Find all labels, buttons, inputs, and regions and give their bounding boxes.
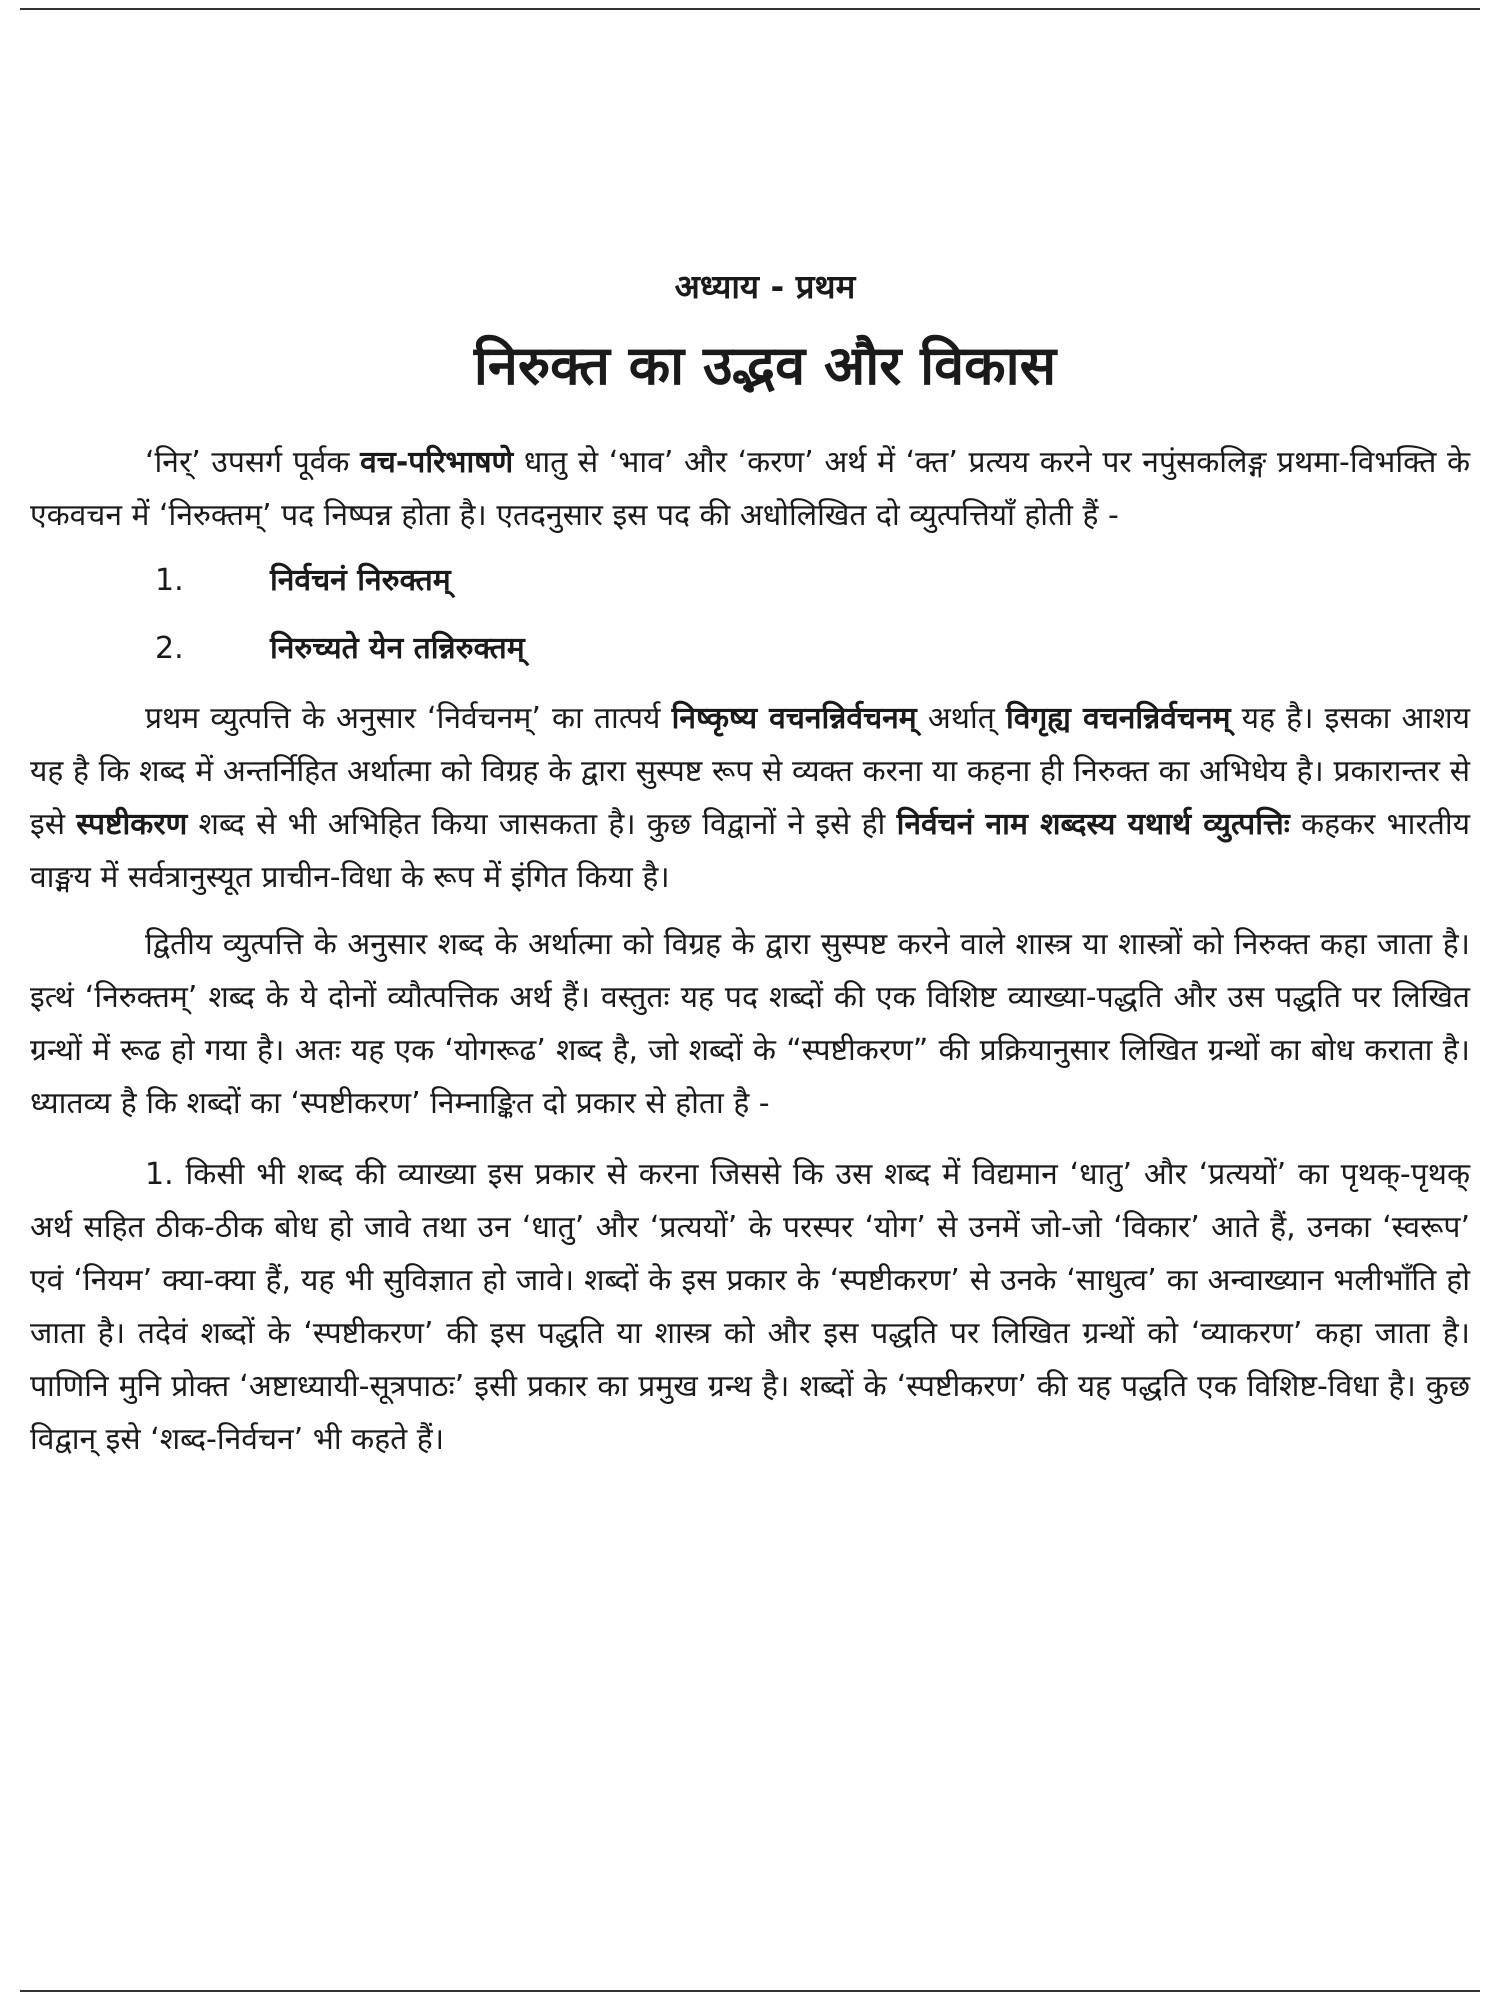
p2-bold-1: निष्कृष्य वचनन्निर्वचनम्: [671, 701, 917, 736]
p2-text-1: प्रथम व्युत्पत्ति के अनुसार ‘निर्वचनम्’ का तात्पर्य: [145, 701, 672, 736]
p2-text-3: यह है। इसका आशय यह है कि शब्द में अन्तर्निहित अर्थात्मा को विग्रह के द्वारा सुस्पष्ट रूप से व्यक्त करना या कहना ही निरुक्त का अभिधेय है। प्रकारान्तर से इसे: [30, 701, 1471, 842]
p2-bold-2: विगृह्य वचनन्निर्वचनम्: [1005, 701, 1231, 736]
list-item: [30, 620, 1470, 678]
paragraph-second-derivation: द्वितीय व्युत्पत्ति के अनुसार शब्द के अर्थात्मा को विग्रह के द्वारा सुस्पष्ट करने वाले शास्त्र या शास्त्रों को निरुक्त कहा जाता है। इत्थं ‘निरुक्तम्’ शब्द के ये दोनों व्यौत्पत्तिक अर्थ हैं। वस्तुतः यह पद शब्दों की एक विशिष्ट व्याख्या-पद्धति और उस पद्धति पर लिखित ग्रन्थों में रूढ हो गया है। अतः यह एक ‘योगरूढ’ शब्द है, जो शब्दों के “स्पष्टीकरण” की प्रक्रियानुसार लिखित ग्रन्थों का बोध कराता है। ध्यातव्य है कि शब्दों का ‘स्पष्टीकरण’ निम्नाङ्कित दो प्रकार से होता है -: [30, 927, 1470, 1121]
p2-bold-4: निर्वचनं नाम शब्दस्य यथार्थ व्युत्पत्तिः: [896, 807, 1290, 842]
bottom-rule: [20, 1990, 1480, 1992]
chapter-label: अध्याय - प्रथम: [674, 267, 856, 306]
list-item-text: निर्वचनं निरुक्तम्: [270, 563, 451, 598]
list-item-number: 2.: [155, 631, 184, 666]
paragraph-first-derivation: [30, 692, 1470, 904]
p2-bold-3: स्पष्टीकरण: [76, 807, 188, 842]
p1-text-1: ‘निर्’ उपसर्ग पूर्वक: [145, 445, 361, 480]
p2-text-5: कहकर भारतीय वाङ्मय में सर्वत्रानुस्यूत प्राचीन-विधा के रूप में इंगित किया है।: [30, 807, 1470, 895]
chapter-title: निरुक्त का उद्भव और विकास: [473, 334, 1057, 397]
p1-bold-dhatu: वच-परिभाषणे: [360, 445, 514, 480]
list-item-number: 1.: [155, 563, 184, 598]
top-rule: [20, 8, 1480, 10]
p1-text-2: धातु से ‘भाव’ और ‘करण’ अर्थ में ‘क्त’ प्रत्यय करने पर नपुंसकलिङ्ग प्रथमा-विभक्ति के एकवचन में ‘निरुक्तम्’ पद निष्पन्न होता है। एतदनुसार इस पद की अधोलिखित दो व्युत्पत्तियाँ होती हैं -: [30, 445, 1470, 533]
list-item: [30, 552, 1470, 610]
paragraph-etymology-intro: [30, 436, 1470, 542]
document-page: [30, 262, 1470, 1466]
list-item-text: निरुच्यते येन तन्निरुक्तम्: [270, 631, 525, 666]
paragraph-vyakarana: 1. किसी भी शब्द की व्याख्या इस प्रकार से करना जिससे कि उस शब्द में विद्यमान ‘धातु’ और ‘प्रत्ययों’ का पृथक्-पृथक् अर्थ सहित ठीक-ठीक बोध हो जावे तथा उन ‘धातु’ और ‘प्रत्ययों’ के परस्पर ‘योग’ से उनमें जो-जो ‘विकार’ आते हैं, उनका ‘स्वरूप’ एवं ‘नियम’ क्या-क्या हैं, यह भी सुविज्ञात हो जावे। शब्दों के इस प्रकार के ‘स्पष्टीकरण’ से उनके ‘साधुत्व’ का अन्वाख्यान भलीभाँति हो जाता है। तदेवं शब्दों के ‘स्पष्टीकरण’ की इस पद्धति या शास्त्र को और इस पद्धति पर लिखित ग्रन्थों को ‘व्याकरण’ कहा जाता है। पाणिनि मुनि प्रोक्त ‘अष्टाध्यायी-सूत्रपाठः’ इसी प्रकार का प्रमुख ग्रन्थ है। शब्दों के ‘स्पष्टीकरण’ की यह पद्धति एक विशिष्ट-विधा है। कुछ विद्वान् इसे ‘शब्द-निर्वचन’ भी कहते हैं।: [30, 1157, 1470, 1457]
p2-text-4: शब्द से भी अभिहित किया जासकता है। कुछ विद्वानों ने इसे ही: [187, 807, 897, 842]
p2-text-2: अर्थात्: [916, 701, 1006, 736]
